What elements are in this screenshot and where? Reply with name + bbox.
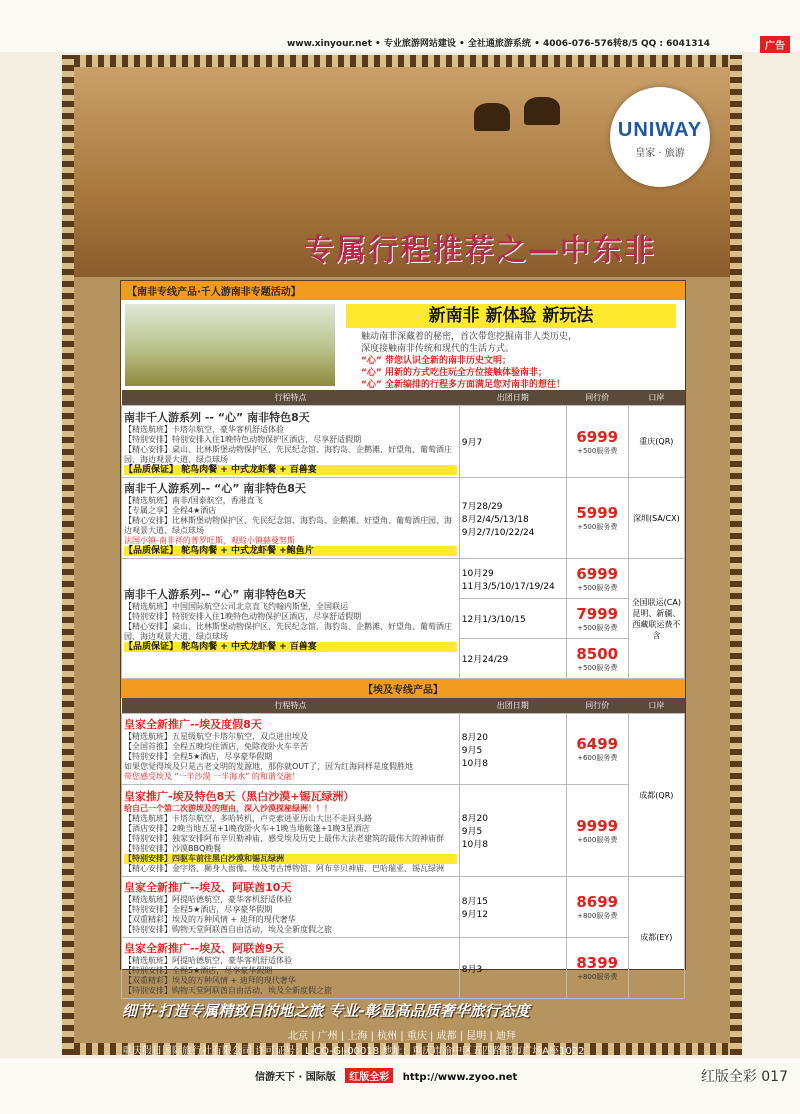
product-title: 南非千人游系列-- “心” 南非特色8天 <box>124 482 306 495</box>
product-line: 【特别安排】全程5★酒店，尽享豪华假期 <box>124 905 273 914</box>
service-fee: +500服务费 <box>577 663 618 672</box>
intro-line: “心” 用新的方式吃住玩全方位接触体验南非； <box>361 368 547 378</box>
product-line: 【精心安排】桌山、比林斯堡动物保护区、先民纪念馆、海豹岛、企鹅滩、好望角、葡萄酒庄园、海边观景大道、绿点球场 <box>124 621 452 641</box>
product-line: 【双重精彩】埃及的万种风情 + 迪拜的现代奢华 <box>124 915 296 924</box>
safari-photo <box>125 304 335 386</box>
port: 全国联运(CA)昆明、新疆、西藏联运费不含 <box>628 559 684 679</box>
product-line: 【精选航班】南非/国泰航空，香港直飞 <box>124 496 263 505</box>
product-line: 带您感受埃及 “一半沙漠 一半海水” 的和谐交融！ <box>124 772 300 781</box>
price: 8399 <box>576 954 619 972</box>
col-port: 口岸 <box>628 390 684 406</box>
table-row <box>122 559 685 599</box>
product-title: 皇家推广-埃及特色8天（黑白沙漠+锡瓦绿洲） <box>124 789 355 803</box>
product-line: 【特别安排】购物天堂阿联酋自由活动，埃及全新度假之旅 <box>124 925 332 934</box>
product-line: 【精心安排】比林斯堡动物保护区、先民纪念馆、海豹岛、企鹅滩、好望角、葡萄酒庄园、海边观景大道、绿点球场 <box>124 516 452 535</box>
departure-dates: 7月28/29 8月2/4/5/13/18 9月2/7/10/22/24 <box>459 478 566 559</box>
col-price: 同行价 <box>566 390 628 406</box>
product-line: 法国小镇-南非祥的普罗旺斯，观赊小镇赫曼努斯 <box>124 536 295 545</box>
section-label-egypt: 【埃及专线产品】 <box>121 679 685 698</box>
col-port: 口岸 <box>628 698 684 714</box>
product-line: 【精选航班】卡塔尔航空，多哈转机，卢克索进亚历山大出不走回头路 <box>124 813 372 823</box>
intro-title: 新南非 新体验 新玩法 <box>346 304 676 328</box>
price-cell <box>566 406 628 478</box>
price-cell <box>566 714 628 785</box>
product-features <box>122 478 460 559</box>
port: 成都(EY) <box>628 877 684 999</box>
price: 6999 <box>576 564 619 583</box>
product-line: 【特别安排】特别安排入住1晚特色动物保护区酒店，尽享舒适假期 <box>124 434 362 444</box>
service-fee: +500服务费 <box>577 523 618 531</box>
product-line: 【特别安排】独家安排阿布辛贝勒神庙，感受埃及历史上最伟大法老建筑的最伟大的神庙群 <box>124 833 444 843</box>
col-price: 同行价 <box>566 698 628 714</box>
quality-tag: 【品质保证】 鸵鸟肉餐 + 中式龙虾餐 +鲍鱼片 <box>124 546 457 556</box>
port: 重庆(QR) <box>628 406 684 478</box>
departure-dates: 12月24/29 <box>459 639 566 679</box>
product-line: 【精选航班】卡塔尔航空，豪华客机舒适体验 <box>124 424 284 434</box>
table-row <box>122 938 685 999</box>
service-fee: +800服务费 <box>577 912 618 920</box>
service-fee: +600服务费 <box>577 754 618 762</box>
departure-dates: 10月29 11月3/5/10/17/19/24 <box>459 559 566 599</box>
product-line: 如果您觉得埃及只是古老文明的发源地，那你就OUT了，因为红海同样是度假胜地 <box>124 762 414 771</box>
price-cell <box>566 877 628 938</box>
border-right <box>730 55 742 1055</box>
intro-line: 深度接触南非传统和现代的生活方式。 <box>361 344 515 354</box>
product-features <box>122 559 460 679</box>
product-title: 皇家全新推广--埃及、阿联酋9天 <box>124 942 284 955</box>
departure-dates: 8月20 9月5 10月8 <box>459 714 566 785</box>
table-row <box>122 877 685 938</box>
brand-logo <box>610 87 710 187</box>
product-panel <box>120 280 686 995</box>
price-cell <box>566 599 628 639</box>
south-africa-table <box>121 390 685 679</box>
product-features <box>122 406 460 478</box>
logo-sub: 皇家 · 旅游 <box>635 148 685 159</box>
price-cell <box>566 639 628 679</box>
product-features <box>122 877 460 938</box>
footer-badge: 红版全彩 <box>345 1068 393 1083</box>
departure-dates: 8月15 9月12 <box>459 877 566 938</box>
product-line: 【特别安排】特别安排入住1晚特色动物保护区酒店，尽享舒适假期 <box>124 611 362 621</box>
top-info: www.xinyour.net • 专业旅游网站建设 • 全社通旅游系统 • 4006-076-576转8/5 QQ : 6041314 <box>286 39 710 49</box>
price: 8699 <box>576 893 619 911</box>
service-fee: +500服务费 <box>577 583 618 592</box>
departure-dates: 12月1/3/10/15 <box>459 599 566 639</box>
service-fee: +500服务费 <box>577 623 618 632</box>
price-cell <box>566 785 628 877</box>
price: 9999 <box>576 816 619 835</box>
footer-url[interactable]: http://www.zyoo.net <box>402 1072 518 1083</box>
product-title: 皇家全新推广--埃及度假8天 <box>124 718 262 731</box>
product-features <box>122 785 460 877</box>
page-number: 红版全彩 017 <box>700 1069 788 1085</box>
intro-line: “心” 全新编排的行程多方面满足您对南非的想往！ <box>361 380 565 390</box>
col-features: 行程特点 <box>122 390 460 406</box>
product-line: 【全国首推】全程五晚均住酒店，免除夜卧火车辛苦 <box>124 742 308 751</box>
price: 6999 <box>576 427 619 446</box>
port: 深圳(SA/CX) <box>628 478 684 559</box>
product-features <box>122 714 460 785</box>
product-line: 【精选航班】五星级航空卡塔尔航空，双点进出埃及 <box>124 732 308 741</box>
egypt-table <box>121 698 685 999</box>
logo-brand: UNIWAY <box>617 119 703 141</box>
departure-dates: 9月7 <box>459 406 566 478</box>
product-line: 【酒店安排】2晚当地五星+1晚夜卧火车+1晚当地帐篷+1晚3星酒店 <box>124 823 370 833</box>
price-cell <box>566 938 628 999</box>
price: 8500 <box>576 644 619 663</box>
poster <box>62 55 742 1055</box>
border-left <box>62 55 74 1055</box>
service-fee: +500服务费 <box>577 446 618 455</box>
product-line: 【专属之享】全程4★酒店 <box>124 506 217 515</box>
price: 7999 <box>576 604 619 623</box>
hero-banner <box>74 67 730 277</box>
price-cell <box>566 559 628 599</box>
departure-dates: 8月20 9月5 10月8 <box>459 785 566 877</box>
price-cell <box>566 478 628 559</box>
product-line: 【特别安排】购物天堂阿联酋自由活动，埃及全新度假之旅 <box>124 986 332 995</box>
product-features <box>122 938 460 999</box>
product-line: 【精选航班】阿提哈德航空，豪华客机舒适体验 <box>124 895 292 904</box>
departure-dates: 8月3 <box>459 938 566 999</box>
product-line: 【精心安排】金字塔、狮身人面像、埃及考古博物馆、阿布辛贝神庙、巴哈瑞亚、锡瓦绿洲 <box>124 863 444 873</box>
footer <box>0 1058 800 1114</box>
product-line: 【特别安排】四驱车前往黑白沙漠和锡瓦绿洲 <box>124 854 457 864</box>
intro-line: 触动南非深藏着的秘密，首次带您挖掘南非人类历史， <box>361 332 578 342</box>
price: 6499 <box>576 735 619 753</box>
intro-block <box>121 300 685 390</box>
contact-line: 重庆假日国际旅行社有限公司 许可证号：L-CQ-GJ-00018 地址：重庆市渝中区五四路都市广场A座1022 <box>122 1046 585 1055</box>
product-line: 【精心安排】桌山、比林斯堡动物保护区、先民纪念馆、海豹岛、企鹅滩、好望角、葡萄酒庄园、海边观景大道、绿点球场 <box>124 444 452 464</box>
product-title: 南非千人游系列-- “心” 南非特色8天 <box>124 587 306 601</box>
top-bar <box>0 0 800 52</box>
camel-icon <box>524 97 560 125</box>
slogan: 细节-打造专属精致目的地之旅 专业-彰显高品质奢华旅行态度 <box>122 1002 530 1020</box>
quality-tag: 【品质保证】 鸵鸟肉餐 + 中式龙虾餐 + 百兽宴 <box>124 465 457 475</box>
border-top <box>62 55 742 67</box>
page-headline: 专属行程推荐之—中东非 <box>304 233 656 268</box>
col-features: 行程特点 <box>122 698 460 714</box>
price: 5999 <box>576 504 619 522</box>
section-label-south-africa: 【南非专线产品·千人游南非专题活动】 <box>121 281 685 300</box>
col-dates: 出团日期 <box>459 390 566 406</box>
product-title: 皇家全新推广--埃及、阿联酋10天 <box>124 881 292 894</box>
product-line: 【特别安排】全程5★酒店，尽享豪华假期 <box>124 752 273 761</box>
footer-left: 信游天下 · 国际版 <box>255 1072 336 1083</box>
product-line: 【精选航班】中国国际航空公司北京直飞约翰内斯堡，全国联运 <box>124 601 348 611</box>
product-line: 给自己一个第二次游埃及的理由，深入沙漠探秘绿洲！！！ <box>124 803 332 813</box>
product-line: 【特别安排】沙漠BBQ晚餐 <box>124 843 222 853</box>
table-row <box>122 478 685 559</box>
service-fee: +800服务费 <box>577 973 618 981</box>
footer-center <box>255 1068 517 1083</box>
product-line: 【特别安排】全程5★酒店，尽享豪华假期 <box>124 966 273 975</box>
table-row <box>122 785 685 877</box>
city-list: 北京 | 广州 | 上海 | 杭州 | 重庆 | 成都 | 昆明 | 迪拜 <box>287 1031 517 1042</box>
ad-badge: 广告 <box>760 36 790 53</box>
intro-lines <box>361 331 577 391</box>
table-row <box>122 714 685 785</box>
quality-tag: 【品质保证】 鸵鸟肉餐 + 中式龙虾餐 + 百兽宴 <box>124 642 457 652</box>
service-fee: +600服务费 <box>577 835 618 844</box>
product-line: 【精选航班】阿提哈德航空，豪华客机舒适体验 <box>124 956 292 965</box>
port: 成都(QR) <box>628 714 684 877</box>
intro-line: “心” 带您认识全新的南非历史文明； <box>361 356 511 366</box>
col-dates: 出团日期 <box>459 698 566 714</box>
product-title: 南非千人游系列 -- “心” 南非特色8天 <box>124 410 310 424</box>
product-line: 【双重精彩】埃及的万种风情 + 迪拜的现代奢华 <box>124 976 296 985</box>
table-row <box>122 406 685 478</box>
camel-icon <box>474 103 510 131</box>
